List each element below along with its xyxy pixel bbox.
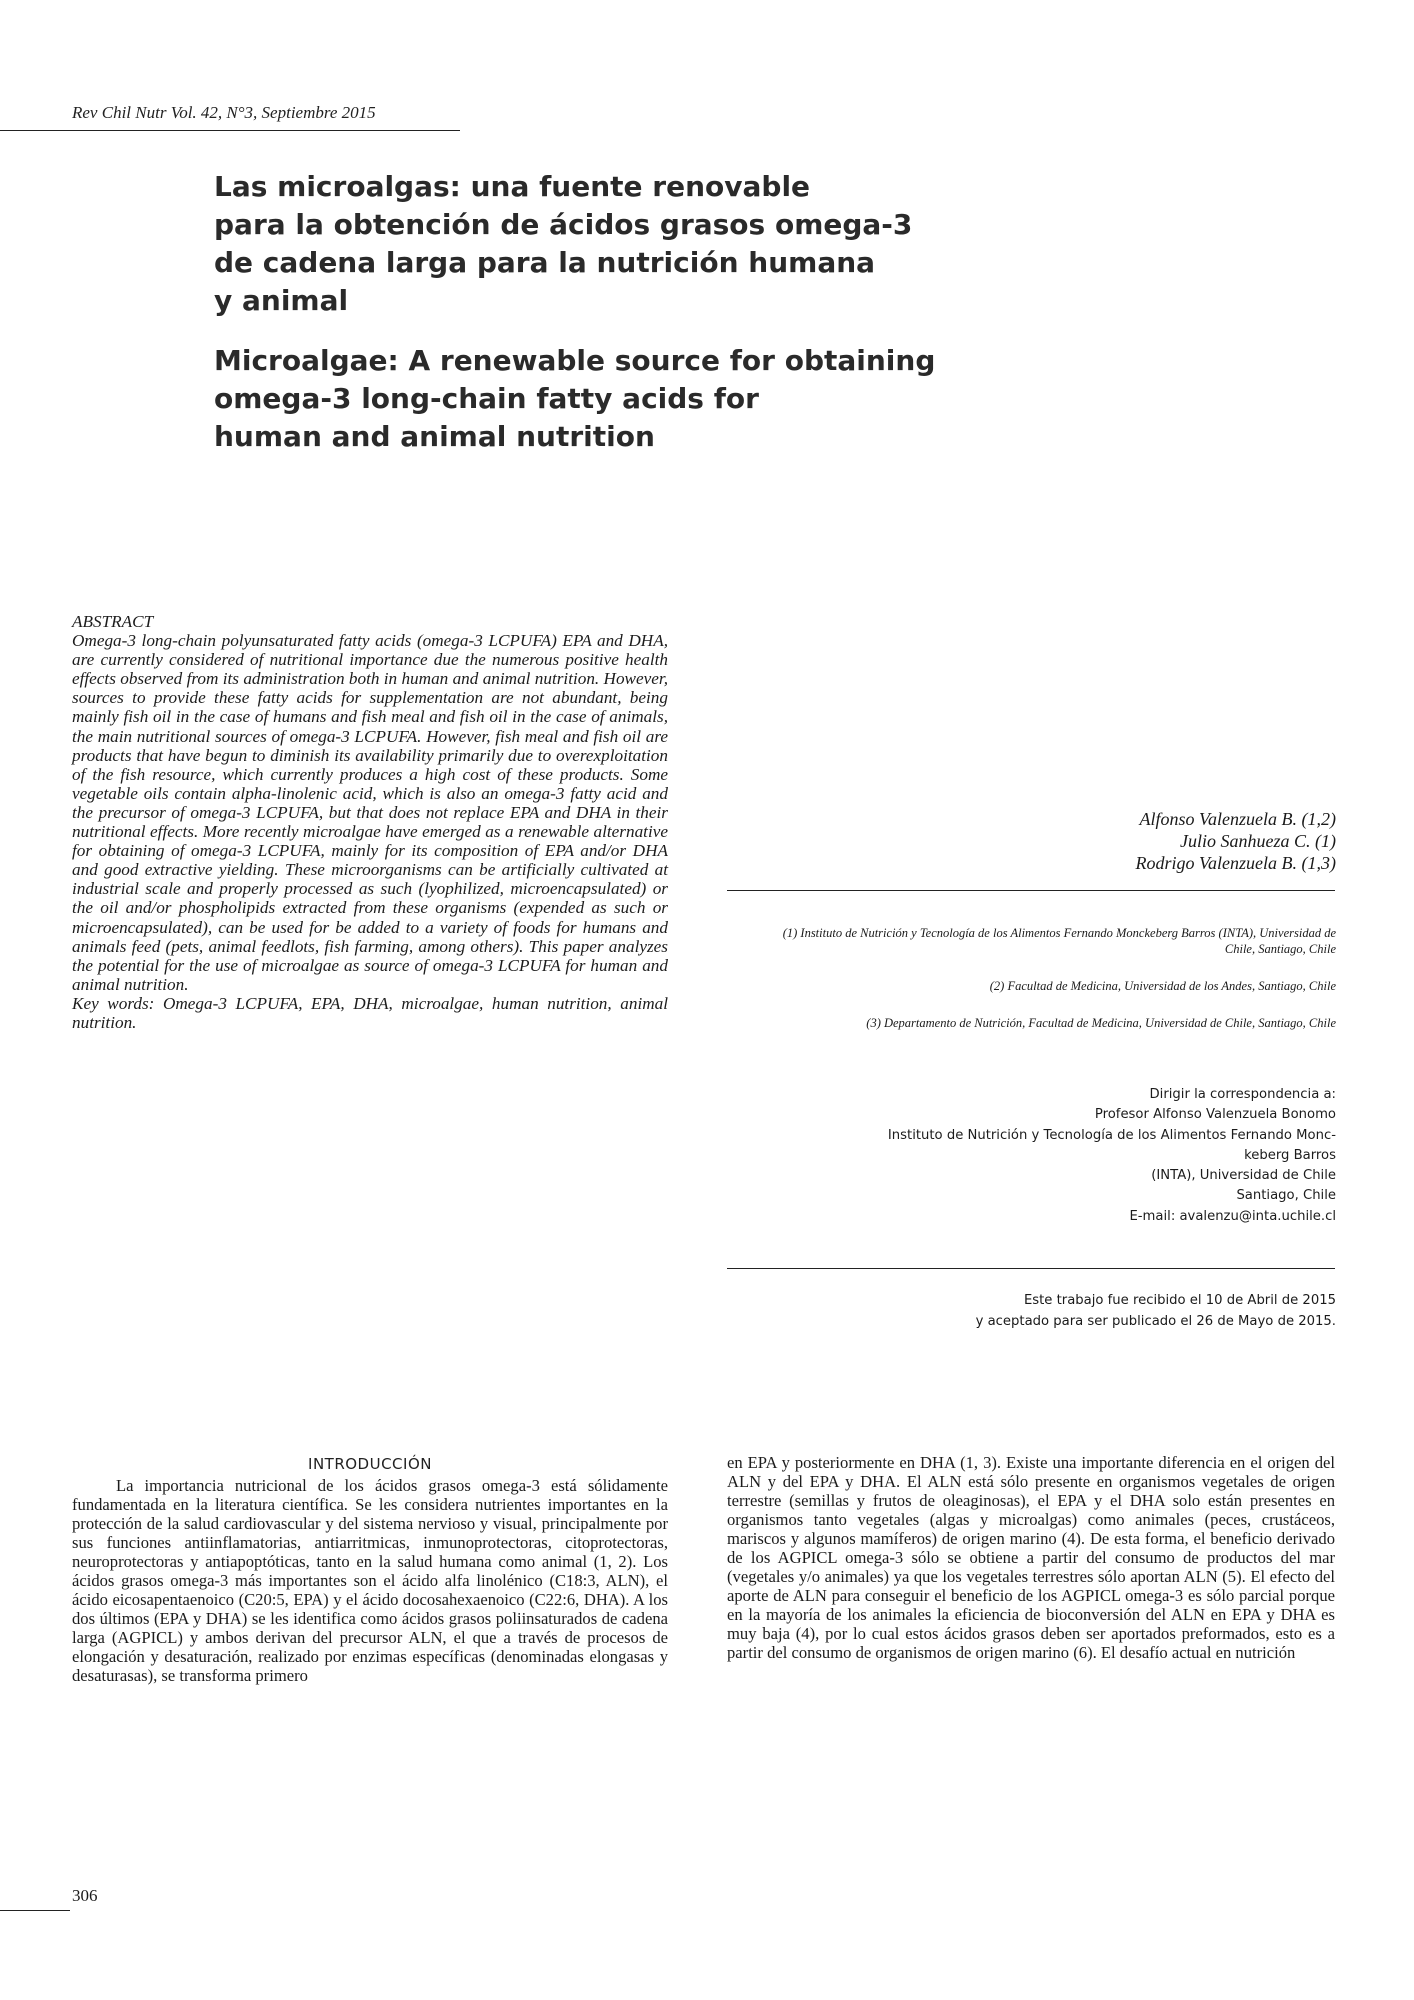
correspondence-city: Santiago, Chile [1236, 1188, 1336, 1204]
correspondence-email: E-mail: avalenzu@inta.uchile.cl [1129, 1208, 1336, 1224]
affiliation-rule [727, 890, 1335, 891]
correspondence-name: Profesor Alfonso Valenzuela Bonomo [1094, 1107, 1336, 1123]
paragraph: La importancia nutricional de los ácidos grasos omega-3 está sólidamente fundamentada en la literatura científica. Se les considera nutrientes importantes en la protección de la salud cardiovascular y del sistema nervioso y visual, principalmente por sus funciones antiinflamatorias, antiarritmicas, inmunoprotectoras, citoprotectoras, neuroprotectoras y antiapoptóticas, tanto en la salud humana como animal (1, 2). Los ácidos grasos omega-3 más importantes son el ácido alfa linolénico (C18:3, ALN), el ácido eicosapentaenoico (C20:5, EPA) y el ácido docosahexaenoico (C22:6, DHA). A los dos últimos (EPA y DHA) se les identifica como ácidos grasos poliinsaturados de cadena larga (AGPICL) y ambos derivan del precursor ALN, el que a través de procesos de elongación y desaturación, realizado por enzimas específicas (denominadas elongasas y desaturasas), se transforma primero [72, 1476, 668, 1685]
title-es-line: y animal [214, 284, 349, 317]
accepted-date: y aceptado para ser publicado el 26 de Mayo de 2015. [975, 1314, 1336, 1329]
running-head: Rev Chil Nutr Vol. 42, N°3, Septiembre 2015 [72, 103, 376, 122]
correspondence-block [696, 1085, 1336, 1227]
correspondence-institute: keberg Barros [1244, 1147, 1336, 1163]
footer-rule [0, 1910, 70, 1911]
title-block [214, 168, 954, 456]
abstract [72, 612, 668, 1032]
received-block [976, 1290, 1336, 1332]
abstract-body: Omega-3 long-chain polyunsaturated fatty acids (omega-3 LCPUFA) EPA and DHA, are currently considered of nutritional importance due the numerous positive health effects observed from its administration both in human and animal nutrition. However, sources to provide these fatty acids for supplementation are not abundant, being mainly fish oil in the case of humans and fish meal and fish oil in the case of animals, the main nutritional sources of omega-3 LCPUFA. However, fish meal and fish oil are products that have begun to diminish its availability primarily due to overexploitation of the fish resource, which currently produces a high cost of these products. Some vegetable oils contain alpha-linolenic acid, which is also an omega-3 fatty acid and the precursor of omega-3 LCPUFA, but that does not replace EPA and DHA in their nutritional effects. More recently microalgae have emerged as a renewable alternative for obtaining of omega-3 LCPUFA, mainly for its composition of EPA and/or DHA and good extractive yielding. These microorganisms can be artificially cultivated at industrial scale and properly processed as such (lyophilized, microencapsulated) or the oil and/or phospholipids extracted from these organisms (expended as such or microencapsulated), can be used for be added to a variety of foods for humans and animals feed (pets, animal feedlots, fish farming, among others). This paper analyzes the potential for the use of microalgae as source of omega-3 LCPUFA for human and animal nutrition. [72, 631, 668, 994]
title-en-line: human and animal nutrition [214, 420, 655, 453]
section-heading: INTRODUCCIÓN [308, 1455, 432, 1473]
correspondence-institute: (INTA), Universidad de Chile [1151, 1168, 1336, 1184]
intro-column-left [72, 1455, 668, 1685]
title-es-line: Las microalgas: una fuente renovable [214, 170, 811, 203]
affiliation: (3) Departamento de Nutrición, Facultad de Medicina, Universidad de Chile, Santiago, Chile [866, 1016, 1336, 1030]
correspondence-institute: Instituto de Nutrición y Tecnología de los Alimentos Fernando Monc- [887, 1127, 1336, 1143]
received-rule [727, 1268, 1335, 1269]
affiliation-list [756, 925, 1336, 1052]
page-number: 306 [72, 1886, 98, 1905]
author-list [1136, 808, 1336, 874]
author: Rodrigo Valenzuela B. (1,3) [1135, 853, 1336, 873]
received-date: Este trabajo fue recibido el 10 de Abril de 2015 [1023, 1293, 1336, 1308]
paragraph: en EPA y posteriormente en DHA (1, 3). Existe una importante diferencia en el origen del ALN y del EPA y DHA. El ALN está sólo presente en organismos vegetales de origen terrestre (semillas y frutos de oleaginosas), el EPA y el DHA solo están presentes en organismos tanto vegetales (algas y microalgas) como animales (peces, crustáceos, mariscos y algunos mamíferos) de origen marino (4). De esta forma, el beneficio derivado de los AGPICL omega-3 sólo se obtiene a partir del consumo de productos del mar (vegetales y/o animales) ya que los vegetales terrestres sólo aportan ALN (5). El efecto del aporte de ALN para conseguir el beneficio de los AGPICL omega-3 es sólo parcial porque en la mayoría de los animales la eficiencia de bioconversión del ALN en EPA y DHA es muy baja (4), por lo cual estos ácidos grasos deben ser aportados preformados, esto es a partir del consumo de organismos de origen marino (6). El desafío actual en nutrición [727, 1453, 1335, 1662]
correspondence-label: Dirigir la correspondencia a: [1149, 1087, 1336, 1102]
author: Alfonso Valenzuela B. (1,2) [1139, 809, 1336, 829]
title-english [214, 342, 954, 456]
intro-column-right [727, 1453, 1335, 1662]
title-spanish [214, 168, 954, 320]
affiliation: (2) Facultad de Medicina, Universidad de los Andes, Santiago, Chile [989, 979, 1336, 993]
title-en-line: omega-3 long-chain fatty acids for [214, 382, 759, 415]
keywords: Key words: Omega-3 LCPUFA, EPA, DHA, microalgae, human nutrition, animal nutrition. [72, 993, 668, 1032]
affiliation: (1) Instituto de Nutrición y Tecnología de los Alimentos Fernando Monckeberg Barros (INTA), Universidad de Chile, Santiago, Chile [782, 926, 1336, 956]
abstract-heading: ABSTRACT [72, 612, 154, 631]
title-en-line: Microalgae: A renewable source for obtaining [214, 344, 936, 377]
title-es-line: para la obtención de ácidos grasos omega-3 [214, 208, 913, 241]
header-rule [0, 130, 460, 131]
author: Julio Sanhueza C. (1) [1180, 831, 1336, 851]
title-es-line: de cadena larga para la nutrición humana [214, 246, 876, 279]
